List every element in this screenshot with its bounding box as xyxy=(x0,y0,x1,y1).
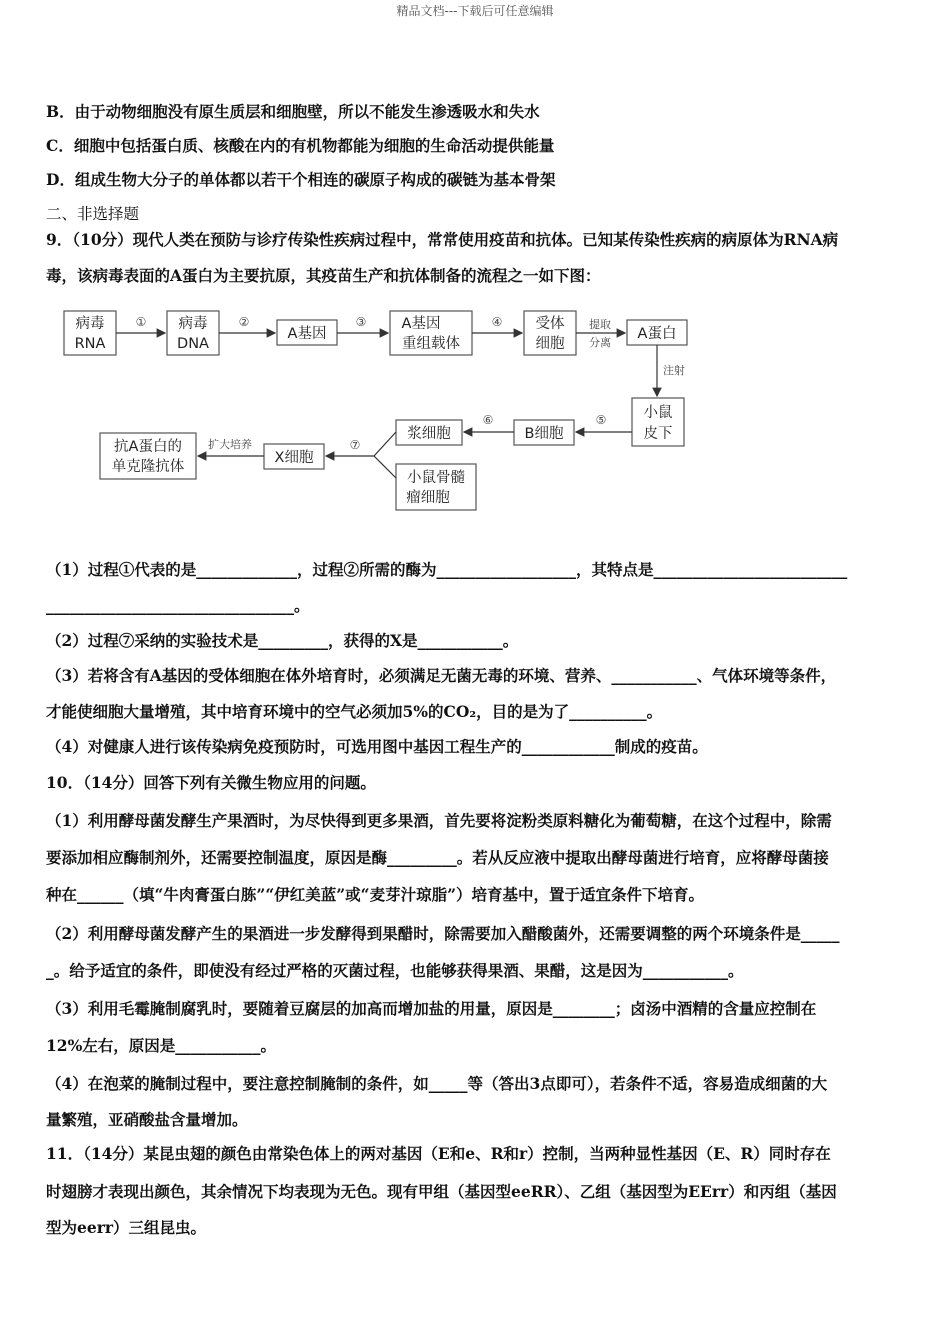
svg-text:抗A蛋白的: 抗A蛋白的 xyxy=(114,439,182,455)
box-a-gene xyxy=(277,320,337,345)
q10-part1-b: 要添加相应酶制剂外，还需要控制温度，原因是酶_________。若从反应液中提取出酵母菌进行培育，应将酵母菌接 xyxy=(46,848,829,867)
box-recombinant-vector xyxy=(390,311,472,355)
step-1: ① xyxy=(135,315,147,329)
box-virus-dna xyxy=(167,311,219,355)
svg-text:重组载体: 重组载体 xyxy=(402,336,460,352)
step-4: ④ xyxy=(491,315,503,329)
q10-part4-b: 量繁殖，亚硝酸盐含量增加。 xyxy=(46,1110,248,1129)
svg-text:病毒: 病毒 xyxy=(75,316,105,332)
step-5: ⑤ xyxy=(595,413,607,427)
q9-part1-a: （1）过程①代表的是_____________，过程②所需的酶为__________________，其特点是_________________________ xyxy=(46,560,848,579)
q11-stem-1: 11．（14分）某昆虫翅的颜色由常染色体上的两对基因（E和e、R和r）控制，当两种显性基因（E、R）同时存在 xyxy=(46,1144,831,1163)
q9-part2: （2）过程⑦采纳的实验技术是_________，获得的X是___________。 xyxy=(46,631,519,650)
box-myeloma-cell xyxy=(396,464,476,510)
svg-text:A蛋白: A蛋白 xyxy=(637,326,677,342)
svg-text:DNA: DNA xyxy=(177,336,209,352)
step-7: ⑦ xyxy=(349,438,361,452)
q10-part1-a: （1）利用酵母菌发酵生产果酒时，为尽快得到更多果酒，首先要将淀粉类原料糖化为葡萄糖，在这个过程中，除需 xyxy=(46,811,832,830)
svg-text:受体: 受体 xyxy=(535,316,565,332)
step-2: ② xyxy=(238,315,250,329)
q10-part1-c: 种在______（填“牛肉膏蛋白胨”“伊红美蓝”或“麦芽汁琼脂”）培育基中，置于适宜条件下培育。 xyxy=(46,885,704,904)
step-6: ⑥ xyxy=(482,413,494,427)
q9-stem-1: 9．（10分）现代人类在预防与诊疗传染性疾病过程中，常常使用疫苗和抗体。已知某传染性疾病的病原体为RNA病 xyxy=(46,230,839,249)
section-title: 二、非选择题 xyxy=(46,205,140,223)
q10-stem: 10．（14分）回答下列有关微生物应用的问题。 xyxy=(46,773,376,792)
svg-text:细胞: 细胞 xyxy=(535,336,565,352)
box-receptor-cell xyxy=(524,311,576,355)
svg-text:B细胞: B细胞 xyxy=(524,426,564,442)
svg-text:皮下: 皮下 xyxy=(643,426,673,442)
fusion-bracket xyxy=(374,432,396,478)
q9-part3-b: 才能使细胞大量增殖，其中培育环境中的空气必须加5%的CO₂，目的是为了__________。 xyxy=(46,702,663,721)
q10-part2-b: _。给予适宜的条件，即使没有经过严格的灭菌过程，也能够获得果酒、果醋，这是因为___________。 xyxy=(46,961,744,980)
svg-text:小鼠: 小鼠 xyxy=(643,405,673,421)
q11-stem-3: 型为eerr）三组昆虫。 xyxy=(46,1218,207,1237)
label-inject: 注射 xyxy=(663,364,685,377)
q9-part1-b: ________________________________。 xyxy=(46,596,310,615)
box-x-cell xyxy=(264,444,324,469)
label-separate: 分离 xyxy=(589,336,611,349)
page-header: 精品文档---下载后可任意编辑 xyxy=(396,4,554,18)
svg-text:RNA: RNA xyxy=(74,336,106,352)
q9-part3-a: （3）若将含有A基因的受体细胞在体外培育时，必须满足无菌无毒的环境、营养、___________、气体环境等条件， xyxy=(46,666,837,685)
option-c: C．细胞中包括蛋白质、核酸在内的有机物都能为细胞的生命活动提供能量 xyxy=(46,136,555,155)
box-virus-rna xyxy=(64,311,116,355)
step-3: ③ xyxy=(355,315,367,329)
box-plasma-cell xyxy=(396,420,462,445)
svg-text:瘤细胞: 瘤细胞 xyxy=(406,490,450,506)
q10-part4-a: （4）在泡菜的腌制过程中，要注意控制腌制的条件，如_____等（答出3点即可），若条件不适，容易造成细菌的大 xyxy=(46,1074,828,1093)
svg-text:X细胞: X细胞 xyxy=(274,450,314,466)
option-d: D．组成生物大分子的单体都以若干个相连的碳原子构成的碳链为基本骨架 xyxy=(46,170,556,189)
svg-text:病毒: 病毒 xyxy=(178,316,208,332)
q10-part2-a: （2）利用酵母菌发酵产生的果酒进一步发酵得到果醋时，除需要加入醋酸菌外，还需要调整的两个环境条件是_____ xyxy=(46,924,840,943)
box-a-protein xyxy=(627,320,687,345)
q11-stem-2: 时翅膀才表现出颜色，其余情况下均表现为无色。现有甲组（基因型eeRR）、乙组（基因型为EErr）和丙组（基因 xyxy=(46,1182,837,1201)
q9-stem-2: 毒，该病毒表面的A蛋白为主要抗原，其疫苗生产和抗体制备的流程之一如下图： xyxy=(46,266,601,285)
svg-text:单克隆抗体: 单克隆抗体 xyxy=(111,459,185,475)
box-mouse-subcutaneous xyxy=(632,398,684,446)
svg-text:A基因: A基因 xyxy=(287,326,327,342)
label-expand: 扩大培养 xyxy=(208,438,252,451)
svg-text:浆细胞: 浆细胞 xyxy=(407,426,451,442)
flow-diagram xyxy=(0,300,950,530)
q10-part3-b: 12%左右，原因是___________。 xyxy=(46,1036,277,1055)
svg-text:小鼠骨髓: 小鼠骨髓 xyxy=(407,470,465,486)
box-b-cell xyxy=(514,420,574,445)
q9-part4: （4）对健康人进行该传染病免疫预防时，可选用图中基因工程生产的____________制成的疫苗。 xyxy=(46,737,708,756)
q10-part3-a: （3）利用毛霉腌制腐乳时，要随着豆腐层的加高而增加盐的用量，原因是________；卤汤中酒精的含量应控制在 xyxy=(46,999,817,1018)
box-monoclonal-antibody xyxy=(100,433,196,479)
label-extract: 提取 xyxy=(589,318,611,331)
svg-text:A基因: A基因 xyxy=(401,316,441,332)
option-b: B．由于动物细胞没有原生质层和细胞壁，所以不能发生渗透吸水和失水 xyxy=(46,102,540,121)
